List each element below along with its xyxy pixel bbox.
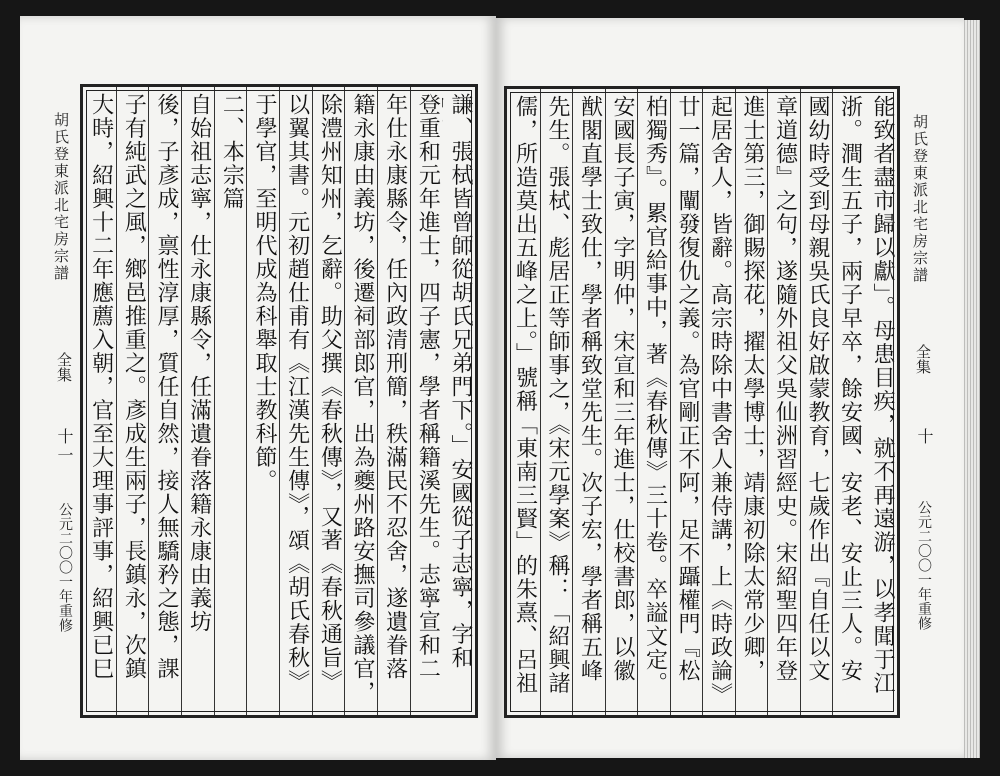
text-column (214, 87, 247, 715)
left-page (20, 16, 496, 760)
text-column (865, 89, 898, 715)
column-text: 安國長子寅，字明仲，宋宣和三年進士，仕校書郎，以徽 (610, 95, 635, 683)
text-column (377, 87, 410, 715)
text-column (637, 89, 670, 715)
column-text: 二、本宗篇 (219, 93, 245, 211)
left-margin-title: 胡氏登東派北宅房宗譜 (52, 112, 70, 282)
column-text: 廿一篇，闡發復仇之義。為官剛正不阿，足不躡權門『松 (675, 95, 700, 683)
right-margin-title: 胡氏登東派北宅房宗譜 (911, 114, 929, 284)
text-column (344, 87, 377, 715)
column-text: 能致者盡市歸以獻」。母患目疾，就不再遠游，以孝聞于江 (870, 95, 895, 695)
column-text: 除澧州知州，乞辭。助父撰《春秋傳》，又著《春秋通旨》 (317, 93, 343, 693)
column-text: 浙。澗生五子，兩子早卒，餘安國、安老、安止三人。安 (837, 95, 863, 683)
column-text: 登重和元年進士，四子憲，學者稱籍溪先生。志寧宣和二 (415, 93, 441, 681)
right-margin-page-number: 十 (915, 428, 934, 447)
column-text: 于學官，至明代成為科舉取士教科節。 (251, 93, 277, 493)
column-text: 國幼時受到母親吳氏良好啟蒙教育，七歲作出『自任以文 (805, 95, 830, 683)
text-column (148, 87, 181, 715)
column-text: 柏獨秀』。累官給事中，著《春秋傳》三十卷。卒謚文定。 (642, 95, 668, 695)
column-text: 謙、張栻皆曾師從胡氏兄弟門下。」安國從子志寧，字和 (447, 93, 473, 670)
text-column (507, 89, 540, 715)
text-column (735, 89, 768, 715)
left-text-frame (80, 84, 478, 718)
right-margin-volume: 全集 (914, 344, 932, 374)
left-margin-volume: 全集 (55, 352, 73, 382)
text-column (279, 87, 312, 715)
column-text: 儒，所造莫出五峰之上。」號稱「東南三賢」的朱熹、呂祖 (512, 95, 538, 695)
text-column (702, 89, 735, 715)
text-column (246, 87, 279, 715)
column-text: 章道德』之句，遂隨外祖父吳仙洲習經史。宋紹聖四年登 (772, 95, 798, 683)
column-text: 先生。張栻、彪居正等師事之，《宋元學案》稱：「紹興諸 (545, 95, 570, 695)
text-column (670, 89, 703, 715)
column-text: 起居舍人，皆辭。高宗時除中書舍人兼侍講，上《時政論》 (707, 95, 733, 706)
column-text: 自始祖志寧，仕永康縣令，任滿遺眷落籍永康由義坊 (186, 93, 212, 634)
text-column (605, 89, 638, 715)
column-text: 子有純武之風，鄉邑推重之。彥成生兩子，長鎮永，次鎮 (121, 93, 147, 681)
right-margin-edition: 公元二〇〇一年重修 (916, 500, 932, 631)
text-column (442, 87, 475, 715)
column-text: 猷閣直學士致仕，學者稱致堂先生。次子宏，學者稱五峰 (577, 95, 603, 683)
column-text: 年仕永康縣令，任內政清刑簡，秩滿民不忍舍，遂遺眷落 (382, 93, 408, 681)
column-text: 後，子彥成，禀性淳厚，質任自然，接人無驕矜之態，課 (153, 93, 179, 681)
text-column (410, 87, 443, 715)
text-column (83, 87, 116, 715)
column-text: 大時，紹興十二年應薦入朝，官至大理事評事，紹興已巳 (88, 93, 114, 681)
text-column (572, 89, 605, 715)
column-text: 籍永康由義坊，後遷祠部郎官，出為夔州路安撫司參議官， (349, 93, 375, 704)
right-page (496, 18, 964, 758)
column-text: 以翼其書。元初趙仕甫有《江漢先生傳》，頌《胡氏春秋》 (284, 93, 310, 693)
text-column (832, 89, 865, 715)
text-column (800, 89, 833, 715)
left-margin-page-number: 十一 (55, 428, 74, 466)
page-edges (962, 20, 980, 758)
column-text: 進士第三，御賜探花，擢太學博士，靖康初除太常少卿， (740, 95, 765, 683)
left-margin-edition: 公元二〇〇一年重修 (57, 502, 73, 633)
right-text-frame (504, 86, 900, 718)
text-column (312, 87, 345, 715)
text-column (181, 87, 214, 715)
text-column (116, 87, 149, 715)
text-column (767, 89, 800, 715)
text-column (540, 89, 573, 715)
